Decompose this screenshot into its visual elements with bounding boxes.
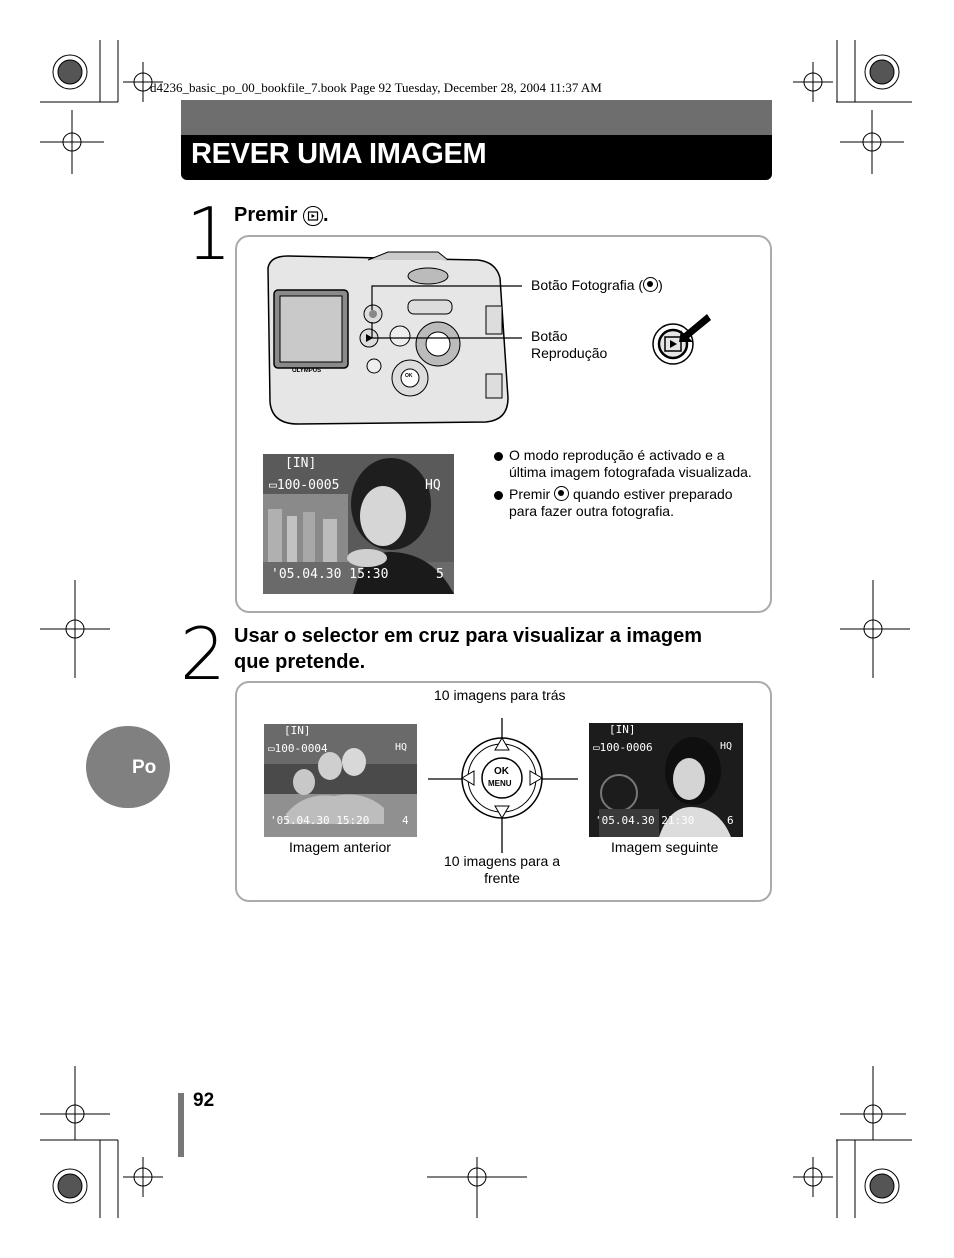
print-header: d4236_basic_po_00_bookfile_7.book Page 92 Tuesday, December 28, 2004 11:37 AM: [150, 80, 602, 95]
step-1-title-text: Premir: [234, 204, 298, 226]
title-bar-accent: [181, 100, 772, 135]
label-10-forward: [432, 853, 572, 887]
step-1-notes: [492, 447, 760, 525]
next-screen-quality: HQ: [720, 741, 733, 752]
step-1-note-2-prefix: Premir: [509, 486, 551, 502]
page-number-bar: [178, 1093, 184, 1157]
menu-label: MENU: [488, 779, 512, 788]
previous-image-screen: [264, 724, 417, 837]
language-tab: [86, 726, 170, 808]
language-tab-label: Po: [132, 757, 157, 778]
prev-screen-frame: 4: [402, 814, 409, 827]
page-title: REVER UMA IMAGEM: [191, 138, 487, 170]
label-previous-image: Imagem anterior: [289, 839, 391, 855]
label-10-back: 10 imagens para trás: [434, 687, 566, 703]
prev-screen-quality: HQ: [395, 742, 408, 753]
step-1-title: [234, 202, 329, 228]
step-2-title-line1: Usar o selector em cruz para visualizar a imagem: [234, 625, 702, 647]
shooting-button-label-end: ): [658, 277, 663, 293]
label-10-forward-line1: 10 imagens para a: [444, 853, 560, 869]
prev-screen-datetime: '05.04.30 15:20: [270, 814, 370, 827]
screen-quality: HQ: [425, 478, 441, 493]
playback-screen-image: [263, 454, 454, 594]
camera-brand: OLYMPUS: [292, 368, 322, 374]
next-screen-memory: [IN]: [609, 723, 636, 736]
next-screen-frame: 6: [727, 814, 734, 827]
step-1-note-1: O modo reprodução é activado e a última imagem fotografada visualizada.: [492, 447, 760, 481]
step-2-title: [234, 623, 774, 675]
next-image-screen: [589, 723, 743, 837]
step-1-note-2-text: quando estiver preparado para fazer outra fotografia.: [509, 486, 733, 519]
playback-button-closeup: [645, 312, 715, 368]
prev-screen-memory: [IN]: [284, 724, 311, 737]
prev-screen-file-text: 100-0004: [274, 742, 328, 755]
next-screen-file-text: 100-0006: [599, 741, 653, 754]
step-number-2: 2: [180, 612, 226, 696]
next-screen-datetime: '05.04.30 21:30: [595, 814, 695, 827]
label-next-image: Imagem seguinte: [611, 839, 719, 855]
playback-button-label-line2: Reprodução: [531, 345, 608, 361]
step-2-title-line2: que pretende.: [234, 651, 366, 673]
camera-icon: [554, 486, 569, 501]
shooting-button-label-text: Botão Fotografia (: [531, 277, 644, 293]
screen-frame: 5: [436, 567, 444, 582]
playback-button-label: [531, 328, 607, 362]
page-number: 92: [193, 1090, 215, 1111]
playback-button-label-line1: Botão: [531, 328, 568, 344]
camera-icon: [643, 277, 658, 292]
prev-screen-file: ▭100-0004: [268, 742, 328, 755]
step-1-title-end: .: [322, 204, 329, 226]
playback-icon: [303, 206, 323, 226]
svg-text:OK: OK: [405, 373, 413, 379]
step-1-note-2: [492, 486, 760, 520]
shooting-button-label: [531, 277, 663, 294]
screen-datetime: '05.04.30 15:30: [271, 567, 389, 582]
callout-lines: [350, 280, 530, 350]
screen-file-number: ▭100-0005: [269, 478, 340, 493]
ok-label: OK: [494, 766, 509, 777]
next-screen-file: ▭100-0006: [593, 741, 653, 754]
screen-memory: [IN]: [285, 456, 317, 471]
label-10-forward-line2: frente: [484, 870, 520, 886]
screen-file-number-text: 100-0005: [276, 478, 340, 493]
step-number-1: 1: [186, 192, 232, 276]
